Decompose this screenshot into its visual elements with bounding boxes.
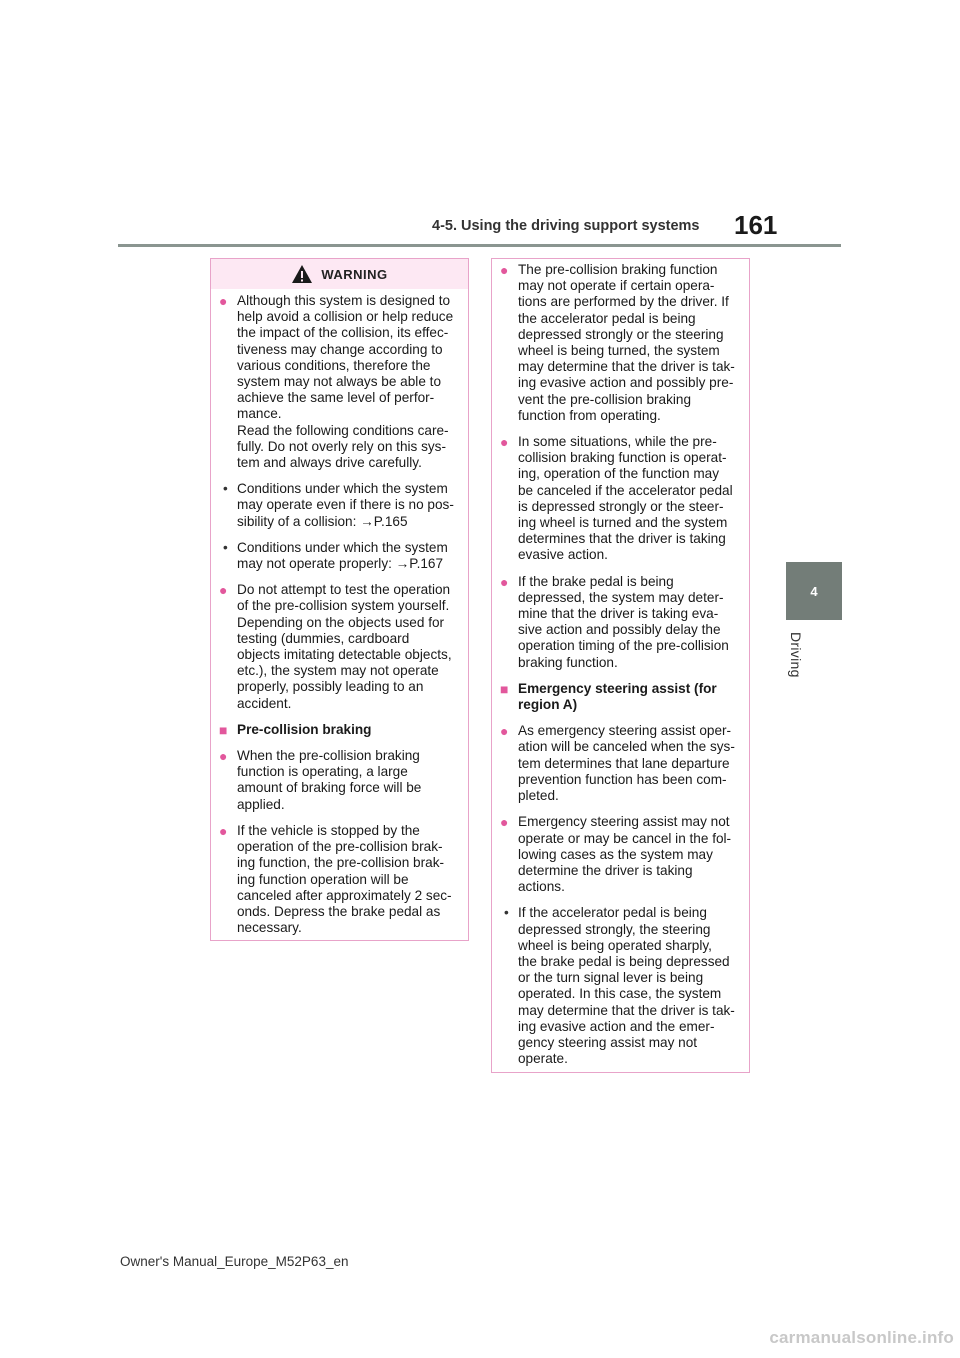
circle-bullet-icon: ● [219, 582, 228, 599]
bullet-item [219, 582, 460, 712]
bullet-item [219, 293, 460, 471]
circle-bullet-icon: ● [500, 262, 509, 278]
dash-bullet-icon: • [223, 539, 228, 555]
bullet-item [219, 823, 460, 936]
square-bullet-icon: ■ [219, 721, 228, 738]
item-text: Emergency steering assist may not operate or may be cancel in the fol- lowing cases as the system may determine the driver is taking actions. [518, 814, 732, 895]
warning-header [211, 259, 468, 289]
warning-box-right [491, 258, 750, 1073]
dash-item [500, 905, 741, 1067]
circle-bullet-icon: ● [500, 434, 509, 451]
item-text: As emergency steering assist oper- ation will be canceled when the sys- tem determines that lane departure prevention function has been com- pleted. [518, 723, 735, 804]
warning-body-left [211, 289, 468, 952]
bullet-item [500, 434, 741, 564]
section-title: 4-5. Using the driving support systems [432, 218, 700, 234]
item-text: Conditions under which the system may operate even if there is no pos- sibility of a collision: →P.165 [237, 481, 454, 529]
circle-bullet-icon: ● [500, 814, 509, 831]
circle-bullet-icon: ● [219, 748, 228, 765]
watermark: carmanualsonline.info [769, 1328, 954, 1347]
item-text: Pre-collision braking [237, 721, 372, 737]
item-text: Emergency steering assist (for region A) [518, 680, 717, 713]
warning-body-right [492, 259, 749, 1083]
item-text: Do not attempt to test the operation of the pre-collision system yourself. Depending on the objects used for testing (dummies, cardboard objects imitating detectable objects, etc.), the system may not operate properly, possibly leading to an accident. [237, 582, 452, 711]
header-rule [118, 244, 841, 247]
bullet-item [500, 262, 741, 424]
dash-item [219, 540, 460, 572]
dash-bullet-icon: • [504, 905, 509, 921]
page-number: 161 [734, 210, 778, 240]
bullet-item [219, 748, 460, 813]
item-text: If the accelerator pedal is being depressed strongly, the steering wheel is being operated sharply, the brake pedal is being depressed or the turn signal lever is being operated. In this case, the system may determine that the driver is tak- ing evasive action and the emer- gency steering assist may not operate. [518, 905, 735, 1067]
dash-bullet-icon: • [223, 481, 228, 497]
item-text: Although this system is designed to help avoid a collision or help reduce the impact of the collision, its effec- tiveness may change according to various conditions, therefore the system may not always be able to achieve the same level of perfor- mance. Read the following conditions care- fully. Do not overly rely on this sys- tem and always drive carefully. [237, 293, 454, 471]
dash-item [219, 481, 460, 530]
item-text: When the pre-collision braking function is operating, a large amount of braking force will be applied. [237, 748, 422, 812]
chapter-label: Driving [788, 632, 804, 678]
bullet-item [500, 723, 741, 804]
circle-bullet-icon: ● [500, 723, 509, 740]
chapter-tab [786, 562, 842, 620]
chapter-number: 4 [810, 583, 818, 599]
circle-bullet-icon: ● [219, 822, 228, 839]
item-text: The pre-collision braking function may not operate if certain opera- tions are performed by the driver. If the accelerator pedal is being depressed strongly or the steering wheel is being turned, the system may determine that the driver is tak- ing evasive action and possibly pre- vent the pre-collision braking function from operating. [518, 262, 735, 423]
warning-title: WARNING [321, 266, 388, 282]
item-text: In some situations, while the pre- collision braking function is operat- ing, operation of the function may be canceled if the accelerator pedal is depressed strongly or the steer- ing wheel is turned and the system determines that the driver is taking evasive action. [518, 434, 733, 563]
circle-bullet-icon: ● [500, 573, 509, 590]
bullet-item [500, 814, 741, 895]
square-bullet-icon: ■ [500, 680, 509, 697]
footer-manual-id: Owner's Manual_Europe_M52P63_en [120, 1254, 349, 1269]
item-text: Conditions under which the system may not operate properly: →P.167 [237, 539, 448, 572]
warning-triangle-icon [291, 264, 313, 284]
section-heading [500, 681, 741, 713]
bullet-item [500, 574, 741, 671]
item-text: If the brake pedal is being depressed, the system may deter- mine that the driver is taking eva- sive action and possibly delay the operation timing of the pre-collision braking function. [518, 573, 729, 670]
section-heading [219, 722, 460, 738]
warning-box-left [210, 258, 469, 941]
circle-bullet-icon: ● [219, 293, 228, 309]
item-text: If the vehicle is stopped by the operation of the pre-collision brak- ing function, the pre-collision brak- ing function operation will be canceled after approximately 2 sec- onds. Depress the brake pedal as necessary. [237, 822, 452, 936]
